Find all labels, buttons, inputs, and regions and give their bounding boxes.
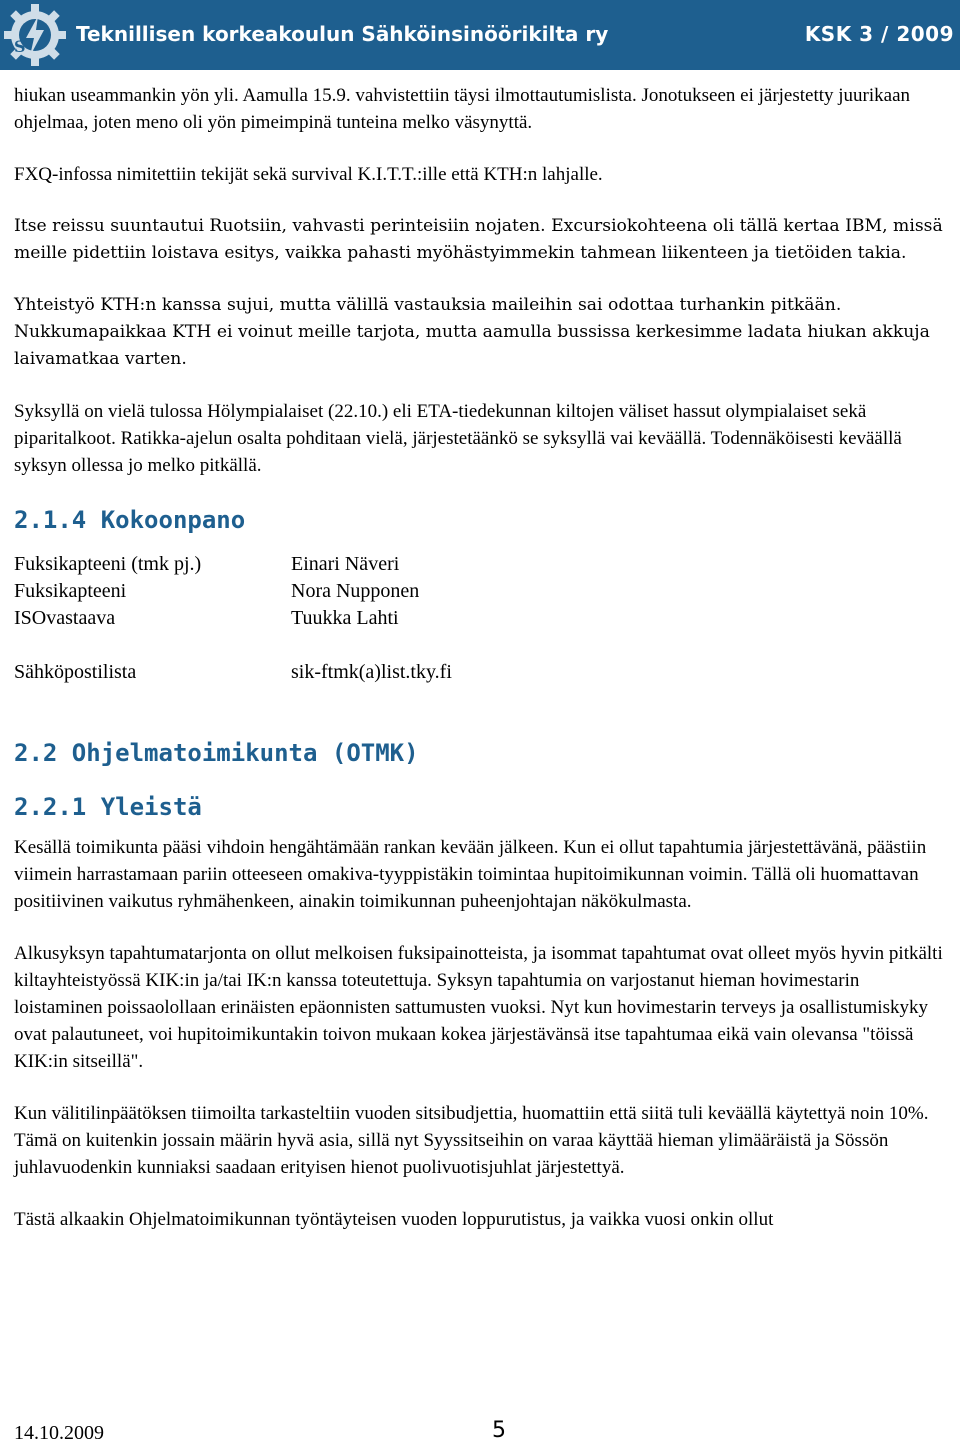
paragraph: Itse reissu suuntautui Ruotsiin, vahvasti perinteisiin nojaten. Excursiokohteena oli tällä kertaa IBM, missä meille pidettiin loistava esitys, vaikka pahasti myöhästyimmekin tahmean liikenteen ja tietöiden takia. — [14, 216, 943, 263]
paragraph: Kun välitilinpäätöksen tiimoilta tarkasteltiin vuoden sitsibudjettia, huomattiin että siitä tuli keväällä käytettyä noin 10%. Tämä on kuitenkin jossain määrin hyvä asia, sillä nyt Syyssitseihin on varaa käyttää hieman ylimääräistä ja Sössön juhlavuodenkin kunniaksi saadaan erityisen hienot puolivuotisjuhlat järjestettyä. — [14, 1103, 929, 1178]
gear-bolt-logo-icon — [2, 2, 68, 68]
page-number: 5 — [492, 1418, 506, 1443]
role-label: Fuksikapteeni (tmk pj.) — [14, 553, 202, 575]
paragraph: Yhteistyö KTH:n kanssa sujui, mutta välillä vastauksia maileihin sai odottaa turhankin pitkään. Nukkumapaikkaa KTH ei voinut meille tarjota, mutta aamulla bussissa kerkesimme ladata hiukan akkuja laivamatkaa varten. — [14, 295, 930, 369]
paragraph: Syksyllä on vielä tulossa Hölympialaiset (22.10.) eli ETA-tiedekunnan kiltojen väliset hassut olympialaiset sekä piparitalkoot. Ratikka-ajelun osalta pohditaan vielä, järjestetäänkö se syksyllä vai keväällä. Todennäköisesti keväällä syksyn ollessa jo melko pitkällä. — [14, 401, 902, 476]
member-table — [14, 551, 950, 686]
member-name: Nora Nupponen — [291, 580, 420, 602]
page-header — [0, 0, 960, 70]
paragraph: Kesällä toimikunta pääsi vihdoin hengähtämään rankan kevään jälkeen. Kun ei ollut tapahtumia järjestettävänä, päästiin viimein harrastamaan pariin otteeseen omakiva-tyyppistäkin toimintaa hupitoimikunnan voimin. Tällä oli huomattavan positiivinen vaikutus ryhmähenkeen, ainakin toimikunnan puheenjohtajan näkökulmasta. — [14, 837, 927, 912]
role-label: ISOvastaava — [14, 607, 116, 629]
footer-date: 14.10.2009 — [14, 1422, 104, 1444]
section-heading-kokoonpano: 2.1.4 Kokoonpano — [14, 506, 246, 534]
mailing-list-address: sik-ftmk(a)list.tky.fi — [291, 661, 452, 683]
organization-title: Teknillisen korkeakoulun Sähköinsinöörikilta ry — [76, 22, 609, 46]
section-heading-otmk: 2.2 Ohjelmatoimikunta (OTMK) — [14, 739, 419, 767]
paragraph: Tästä alkaakin Ohjelmatoimikunnan työntäyteisen vuoden loppurutistus, ja vaikka vuosi onkin ollut — [14, 1209, 774, 1230]
mailing-list-label: Sähköpostilista — [14, 661, 137, 683]
paragraph: hiukan useammankin yön yli. Aamulla 15.9. vahvistettiin täysi ilmottautumislista. Jonotukseen ei järjestetty juurikaan ohjelmaa, joten meno oli yön pimeimpinä tunteina melko väsynyttä. — [14, 85, 911, 133]
svg-text:S: S — [14, 37, 26, 56]
member-name: Tuukka Lahti — [291, 607, 399, 629]
member-name: Einari Näveri — [291, 553, 400, 575]
paragraph: Alkusyksyn tapahtumatarjonta on ollut melkoisen fuksipainotteista, ja isommat tapahtumat ovat olleet myös hyvin pitkälti kiltayhteistyössä KIK:in ja/tai IK:n kanssa toteutettuja. Syksyn tapahtumia on varjostanut hieman hovimestarin loistaminen poissaolollaan erinäisten epäonnisten sattumusten vuoksi. Nyt kun hovimestarin terveys ja osallistumiskyky ovat palautuneet, voi hupitoimikuntakin toivon mukaan kokea järjestävänsä itse tapahtumaa eikä vain olevansa "töissä KIK:in sitseillä". — [14, 943, 943, 1072]
page-content — [14, 82, 950, 1233]
paragraph: FXQ-infossa nimitettiin tekijät sekä survival K.I.T.T.:ille että KTH:n lahjalle. — [14, 164, 603, 185]
role-label: Fuksikapteeni — [14, 580, 127, 602]
issue-label: KSK 3 / 2009 — [804, 22, 954, 46]
subsection-heading-yleista: 2.2.1 Yleistä — [14, 793, 202, 821]
